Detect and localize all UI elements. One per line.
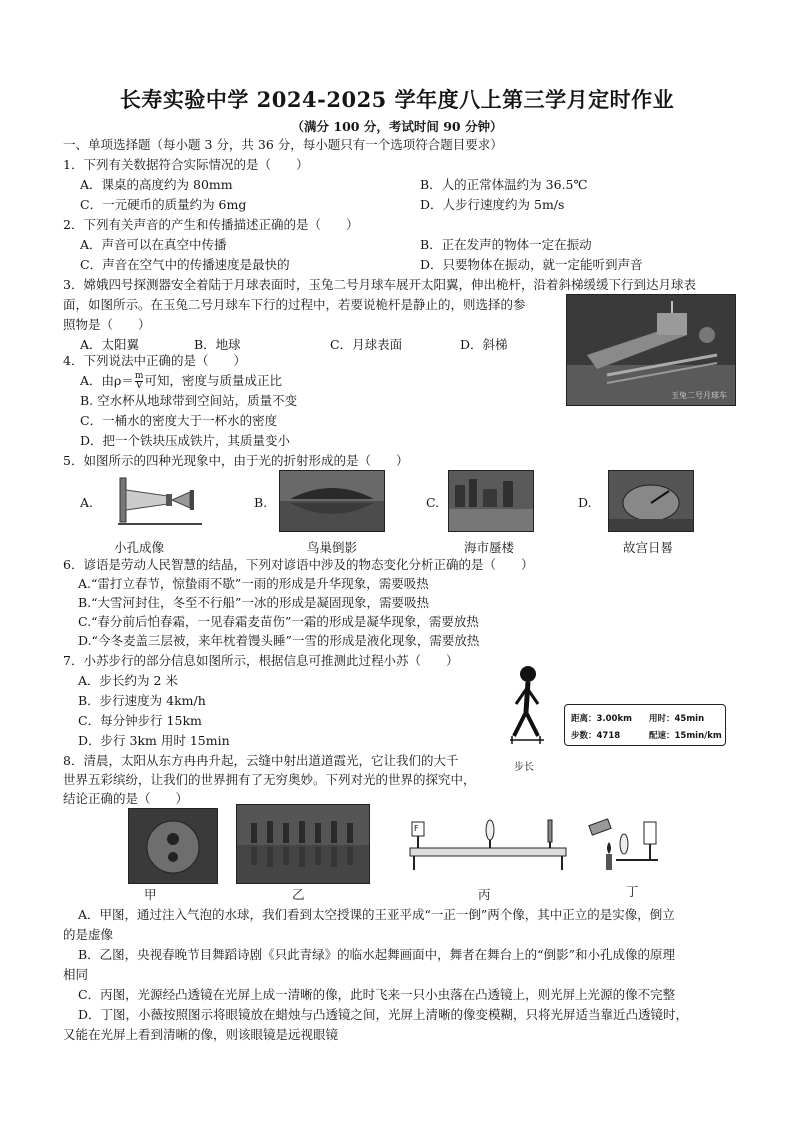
q3-stem-line2: 面，如图所示。在玉兔二号月球车下行的过程中，若要说桅杆是静止的，则选择的参 [63,297,526,312]
q6-option-b: B.“大雪河封住，冬至不行船”一冰的形成是凝固现象，需要吸热 [78,595,429,610]
q8-option-a-line1: A．甲图，通过注入气泡的水球，我们看到太空授课的王亚平成“一正一倒”两个像，其中正立的是实像，倒立 [78,907,675,922]
q8-stem-line2: 世界五彩缤纷，让我们的世界拥有了无穷奥妙。下列对光的世界的探究中， [63,772,476,787]
moon-rover-photo [566,294,736,406]
q2-stem: 2．下列有关声音的产生和传播描述正确的是（ ） [63,217,359,232]
step-length-label: 步长 [514,762,534,773]
q1-stem: 1．下列有关数据符合实际情况的是（ ） [63,157,309,172]
fraction-denominator: V [135,381,143,391]
q6-option-c: C.“春分前后怕春霜，一见春霜麦苗伤”一霜的形成是凝华现象，需要放热 [78,614,479,629]
q7-option-c: C．每分钟步行 15km [78,713,202,728]
q5-stem: 5．如图所示的四种光现象中，由于光的折射形成的是（ ） [63,453,409,468]
birds-nest-photo [279,470,385,532]
q4-a-suffix: 可知，密度与质量成正比 [144,373,282,388]
q3-stem-line3: 照物是（ ） [63,317,151,332]
q7-option-a: A．步长约为 2 米 [78,673,178,688]
info-distance: 距离：3.00km [571,714,632,724]
caption-bing: 丙 [478,887,491,902]
info-time: 用时：45min [649,714,705,724]
q2-option-d: D．只要物体在振动，就一定能听到声音 [420,257,643,272]
optical-bench-diagram [402,814,572,876]
sundial-illustration [609,471,693,531]
q6-option-d: D.“今冬麦盖三层被，来年枕着馒头睡”一雪的形成是液化现象，需要放热 [78,633,480,648]
moon-rover-illustration [567,295,735,405]
reflection-illustration [280,471,384,531]
q7-stem: 7．小苏步行的部分信息如图所示，根据信息可推测此过程小苏（ ） [63,653,459,668]
walking-person-figure [502,664,552,756]
caption-sundial: 故宫日晷 [623,540,674,555]
dance-illustration [237,805,369,883]
caption-yi: 乙 [292,887,305,902]
q4-option-d: D．把一个铁块压成铁片，其质量变小 [80,433,291,448]
dance-reflection-photo [236,804,370,884]
q8-stem-line1: 8．清晨，太阳从东方冉冉升起，云缝中射出道道霞光，它让我们的大千 [63,753,459,768]
caption-birds-nest: 鸟巢倒影 [307,540,358,555]
q4-a-prefix: A．由ρ＝ [80,373,134,388]
q6-option-a: A.“雷打立春节，惊蛰雨不歇”一雨的形成是升华现象，需要吸热 [78,576,429,591]
q7-option-b: B．步行速度为 4km/h [78,693,206,708]
caption-jia: 甲 [144,887,157,902]
q8-option-a-line2: 的是虚像 [63,927,114,942]
candle-lens-diagram [586,814,660,876]
q3-option-b: B．地球 [194,337,241,352]
q2-option-c: C．声音在空气中的传播速度是最快的 [80,257,290,272]
section-heading: 一、单项选择题（每小题 3 分，共 36 分，每小题只有一个选项符合题目要求） [63,137,503,152]
pinhole-camera-diagram [108,470,208,532]
q8-option-c: C．丙图，光源经凸透镜在光屏上成一清晰的像，此时飞来一只小虫落在凸透镜上，则光屏上光源的像不完整 [78,987,676,1002]
walking-info-card [564,704,726,746]
q3-stem-line1: 3．嫦娥四号探测器安全着陆于月球表面时，玉兔二号月球车展开太阳翼，伸出桅杆，沿着斜梯缓缓下行到达月球表 [63,277,696,292]
q3-option-d: D．斜梯 [460,337,508,352]
q4-option-c: C．一桶水的密度大于一杯水的密度 [80,413,278,428]
light-source-letter: F [414,824,419,833]
q1-option-a: A．课桌的高度约为 80mm [80,177,233,192]
q2-option-a: A．声音可以在真空中传播 [80,237,227,252]
q5-label-d: D. [578,495,592,510]
exam-title: 长寿实验中学 2024-2025 学年度八上第三学月定时作业 [119,87,675,112]
q8-option-d-line1: D．丁图，小薇按照图示将眼镜放在蜡烛与凸透镜之间，光屏上清晰的像变模糊，只将光屏适当靠近凸透镜时， [78,1007,689,1022]
q4-stem: 4．下列说法中正确的是（ ） [63,353,246,368]
mirage-illustration [449,471,533,531]
info-pace: 配速：15min/km [649,731,722,741]
caption-mirage: 海市蜃楼 [464,540,515,555]
fraction-numerator: m [134,371,144,381]
info-steps: 步数：4718 [571,731,621,741]
mirage-photo [448,470,534,532]
q8-option-b-line1: B．乙图，央视春晚节目舞蹈诗剧《只此青绿》的临水起舞画面中，舞者在舞台上的“倒影”和小孔成像的原理 [78,947,675,962]
photo-watermark: 玉兔二号月球车 [671,391,727,400]
sundial-photo [608,470,694,532]
q4-option-a [80,372,282,391]
exam-subtitle: （满分 100 分，考试时间 90 分钟） [291,119,503,134]
q5-label-b: B. [254,495,268,510]
water-ball-photo [128,808,218,884]
q1-option-c: C．一元硬币的质量约为 6mg [80,197,247,212]
caption-pinhole: 小孔成像 [114,540,165,555]
density-fraction [135,372,144,391]
q3-option-c: C．月球表面 [330,337,403,352]
q6-stem: 6．谚语是劳动人民智慧的结晶，下列对谚语中涉及的物态变化分析正确的是（ ） [63,557,534,572]
q1-option-d: D．人步行速度约为 5m/s [420,197,565,212]
q3-option-a: A．太阳翼 [80,337,140,352]
caption-ding: 丁 [626,884,639,899]
q1-option-b: B．人的正常体温约为 36.5℃ [420,177,588,192]
water-ball-illustration [129,809,217,883]
q5-label-c: C. [426,495,440,510]
q8-option-d-line2: 又能在光屏上看到清晰的像，则该眼镜是远视眼镜 [63,1027,339,1042]
q5-label-a: A. [80,495,94,510]
q7-option-d: D．步行 3km 用时 15min [78,733,230,748]
q2-option-b: B．正在发声的物体一定在振动 [420,237,592,252]
q8-stem-line3: 结论正确的是（ ） [63,791,189,806]
q4-option-b: B. 空水杯从地球带到空间站，质量不变 [80,393,298,408]
q8-option-b-line2: 相同 [63,967,89,982]
